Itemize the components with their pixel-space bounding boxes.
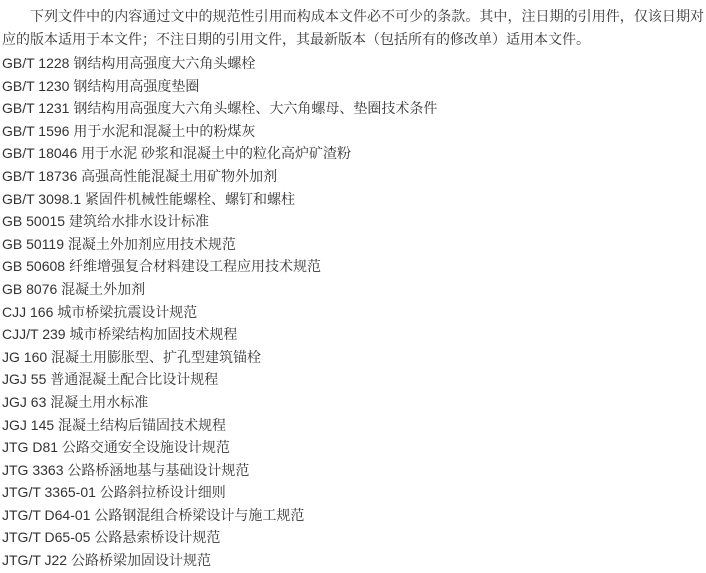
reference-code: JGJ 145 bbox=[2, 416, 55, 433]
reference-title: 钢结构用高强度大六角头螺栓、大六角螺母、垫圈技术条件 bbox=[73, 100, 438, 117]
reference-code: GB 50608 bbox=[2, 258, 66, 275]
reference-line bbox=[2, 323, 704, 346]
reference-code: JTG 3363 bbox=[2, 461, 64, 478]
reference-title: 纤维增强复合材料建设工程应用技术规范 bbox=[68, 258, 321, 275]
reference-title: 公路交通安全设施设计规范 bbox=[61, 439, 230, 456]
reference-title: 公路斜拉桥设计细则 bbox=[99, 484, 226, 501]
reference-code: GB/T 1231 bbox=[2, 100, 70, 117]
reference-code: GB/T 3098.1 bbox=[2, 190, 82, 207]
reference-line bbox=[2, 368, 704, 391]
reference-code: JTG/T D65-05 bbox=[2, 529, 91, 546]
reference-title: 城市桥梁抗震设计规范 bbox=[57, 303, 198, 320]
reference-title: 普通混凝土配合比设计规程 bbox=[50, 371, 219, 388]
reference-title: 公路桥涵地基与基础设计规范 bbox=[67, 461, 250, 478]
reference-line bbox=[2, 526, 704, 549]
reference-line bbox=[2, 75, 704, 98]
reference-title: 用于水泥 砂浆和混凝土中的粒化高炉矿渣粉 bbox=[81, 145, 352, 162]
reference-line bbox=[2, 346, 704, 369]
reference-line bbox=[2, 459, 704, 482]
reference-code: JTG/T D64-01 bbox=[2, 506, 91, 523]
reference-title: 混凝土用水标准 bbox=[50, 393, 149, 410]
reference-line bbox=[2, 436, 704, 459]
reference-title: 钢结构用高强度垫圈 bbox=[73, 77, 200, 94]
reference-title: 建筑给水排水设计标准 bbox=[68, 213, 209, 230]
reference-line bbox=[2, 142, 704, 165]
reference-line bbox=[2, 120, 704, 143]
reference-code: JG 160 bbox=[2, 348, 48, 365]
reference-title: 紧固件机械性能螺栓、螺钉和螺柱 bbox=[85, 190, 296, 207]
reference-title: 混凝土用膨胀型、扩孔型建筑锚栓 bbox=[51, 348, 262, 365]
reference-title: 混凝土结构后锚固技术规程 bbox=[58, 416, 227, 433]
reference-code: JTG/T J22 bbox=[2, 552, 68, 569]
reference-line bbox=[2, 549, 704, 572]
reference-code: GB/T 18736 bbox=[2, 167, 78, 184]
reference-title: 钢结构用高强度大六角头螺栓 bbox=[73, 55, 256, 71]
reference-title: 混凝土外加剂 bbox=[61, 280, 146, 297]
reference-line bbox=[2, 414, 704, 437]
reference-code: GB 50119 bbox=[2, 235, 65, 252]
references-list bbox=[2, 52, 704, 572]
reference-code: JGJ 63 bbox=[2, 393, 47, 410]
reference-code: GB 50015 bbox=[2, 213, 66, 230]
reference-code: JTG/T 3365-01 bbox=[2, 484, 96, 501]
reference-line bbox=[2, 188, 704, 211]
reference-code: GB 8076 bbox=[2, 280, 58, 297]
reference-line bbox=[2, 210, 704, 233]
reference-line bbox=[2, 481, 704, 504]
reference-code: GB/T 1228 bbox=[2, 55, 70, 71]
reference-code: GB/T 1230 bbox=[2, 77, 70, 94]
reference-line bbox=[2, 278, 704, 301]
reference-title: 混凝土外加剂应用技术规范 bbox=[67, 235, 236, 252]
reference-line bbox=[2, 301, 704, 324]
reference-code: GB/T 18046 bbox=[2, 145, 78, 162]
reference-title: 公路悬索桥设计规范 bbox=[94, 529, 221, 546]
reference-line bbox=[2, 391, 704, 414]
normative-references-intro: 下列文件中的内容通过文中的规范性引用而构成本文件必不可少的条款。其中，注日期的引用件，仅该日期对应的版本适用于本文件；不注日期的引用文件，其最新版本（包括所有的修改单）适用本文件。 bbox=[2, 8, 704, 47]
reference-title: 公路桥梁加固设计规范 bbox=[70, 552, 211, 569]
reference-title: 用于水泥和混凝土中的粉煤灰 bbox=[73, 122, 256, 139]
reference-line bbox=[2, 97, 704, 120]
reference-line bbox=[2, 52, 704, 75]
reference-code: JGJ 55 bbox=[2, 371, 47, 388]
reference-line bbox=[2, 165, 704, 188]
reference-code: GB/T 1596 bbox=[2, 122, 70, 139]
reference-line bbox=[2, 504, 704, 527]
reference-line bbox=[2, 255, 704, 278]
reference-title: 高强高性能混凝土用矿物外加剂 bbox=[81, 167, 278, 184]
reference-line bbox=[2, 233, 704, 256]
reference-title: 城市桥梁结构加固技术规程 bbox=[69, 326, 238, 343]
reference-title: 公路钢混组合桥梁设计与施工规范 bbox=[94, 506, 305, 523]
reference-code: CJJ 166 bbox=[2, 303, 54, 320]
reference-code: JTG D81 bbox=[2, 439, 59, 456]
reference-code: CJJ/T 239 bbox=[2, 326, 66, 343]
